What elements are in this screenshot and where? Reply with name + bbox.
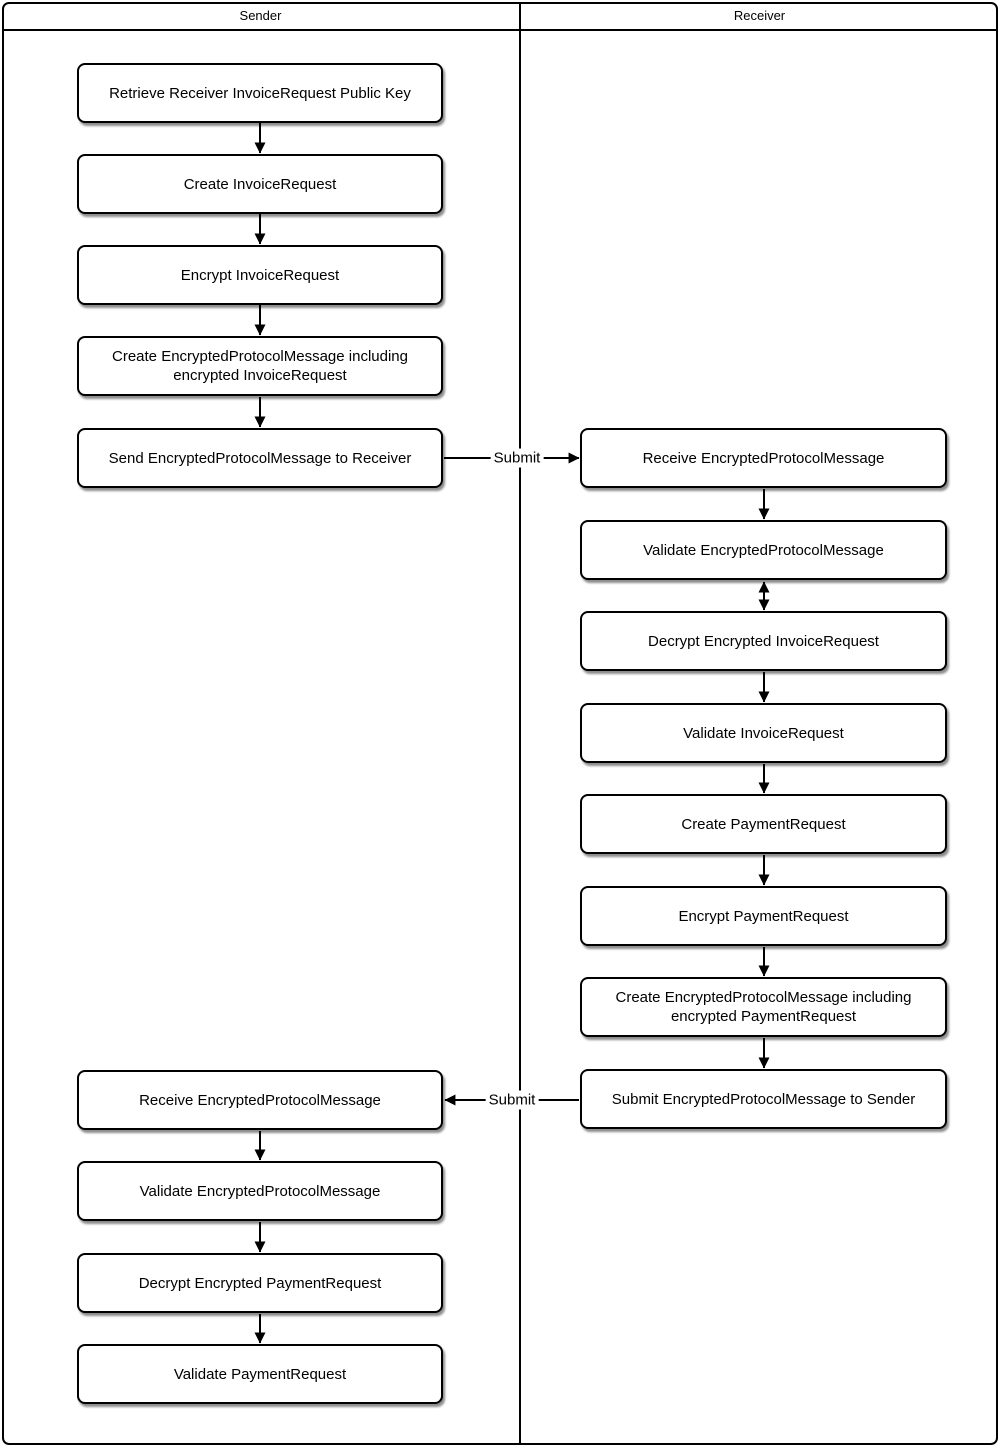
node-label: Validate EncryptedProtocolMessage [643,541,884,559]
node-create-paymentrequest [580,794,947,854]
node-receive-encryptedprotocolmessage-sender [77,1070,443,1130]
node-send-encryptedprotocolmessage-to-receiver [77,428,443,488]
node-create-encryptedprotocolmessage-invoicerequest [77,336,443,396]
node-label: Create EncryptedProtocolMessage including encrypted InvoiceRequest [112,348,408,384]
node-create-encryptedprotocolmessage-paymentrequest [580,977,947,1037]
node-validate-encryptedprotocolmessage-receiver [580,520,947,580]
node-label: Create EncryptedProtocolMessage including encrypted PaymentRequest [615,989,912,1025]
node-validate-invoicerequest [580,703,947,763]
edge-label-submit-to-receiver: Submit [491,449,544,468]
lane-title-receiver: Receiver [733,8,786,23]
node-validate-paymentrequest [77,1344,443,1404]
node-label: Validate PaymentRequest [173,1365,347,1383]
node-label: Submit EncryptedProtocolMessage to Sender [611,1090,916,1108]
node-label: Encrypt PaymentRequest [678,907,849,925]
node-retrieve-invoicerequest-public-key [77,63,443,123]
node-label: Decrypt Encrypted PaymentRequest [138,1274,382,1292]
node-label: Receive EncryptedProtocolMessage [139,1091,381,1109]
node-label: Create InvoiceRequest [183,175,337,193]
node-label: Encrypt InvoiceRequest [180,266,340,284]
node-label: Retrieve Receiver InvoiceRequest Public Key [109,84,411,102]
node-label: Validate EncryptedProtocolMessage [139,1182,381,1200]
node-submit-encryptedprotocolmessage-to-sender [580,1069,947,1129]
node-label: Receive EncryptedProtocolMessage [642,449,885,467]
node-label: Validate InvoiceRequest [683,724,844,742]
node-label: Send EncryptedProtocolMessage to Receiver [108,449,412,467]
node-decrypt-encrypted-invoicerequest [580,611,947,671]
lane-title-sender: Sender [239,8,282,23]
node-label: Create PaymentRequest [681,815,846,833]
node-label: Decrypt Encrypted InvoiceRequest [648,632,879,650]
node-decrypt-encrypted-paymentrequest [77,1253,443,1313]
edge-label-submit-to-sender: Submit [486,1091,539,1110]
node-receive-encryptedprotocolmessage-receiver [580,428,947,488]
node-encrypt-invoicerequest [77,245,443,305]
node-validate-encryptedprotocolmessage-sender [77,1161,443,1221]
node-encrypt-paymentrequest [580,886,947,946]
node-create-invoicerequest [77,154,443,214]
